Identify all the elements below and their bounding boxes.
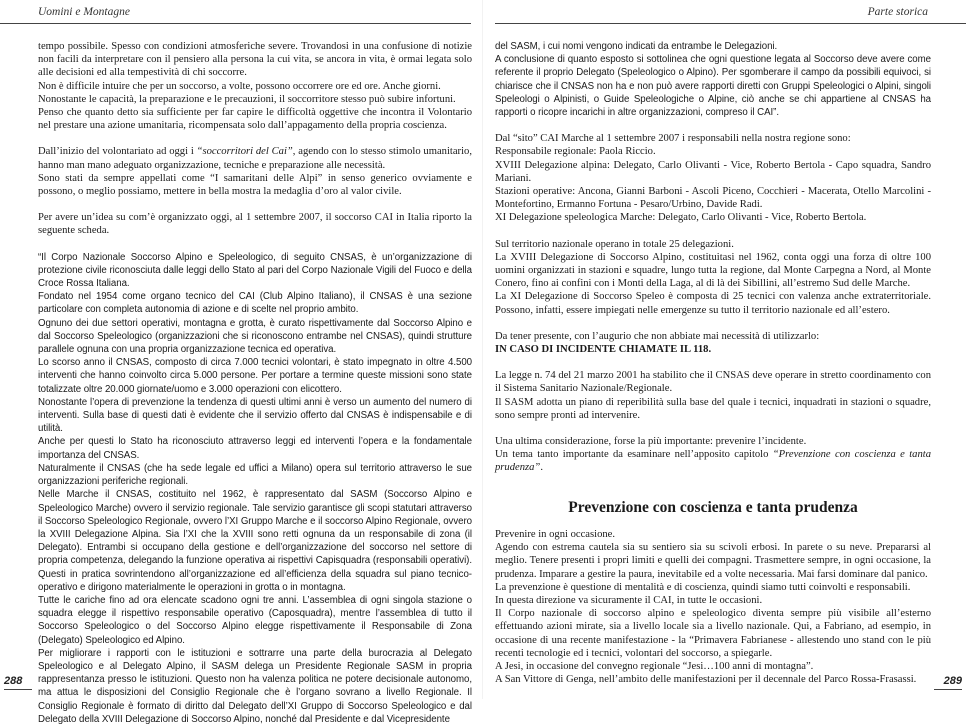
left-page (0, 0, 483, 725)
text-run: . (540, 462, 543, 474)
paragraph: tempo possibile. Spesso con condizioni atmosferiche severe. Trovandosi in una confusione di notizie non facili da interpretare con il pensiero alla persona la cui vita, se ancora in vita, è ormai legata solo alle decisioni ed alla tempestività di chi soccorre. (38, 41, 472, 79)
text-run: Un tema tanto importante da esaminare nell’apposito capitolo (495, 449, 773, 461)
paragraph: Non è difficile intuire che per un soccorso, a volte, possono occorrere ore ed ore. Anche giorni. (38, 80, 441, 92)
intro-section (38, 40, 472, 251)
scheda-quote (38, 251, 472, 726)
scheda-paragraph: Per migliorare i rapporti con le istituzioni e sottrarre una parte della burocrazia al Delegato Speleologico e al Delegato Alpino, il SASM delega un Presidente Regionale SASM in propria rappresentanza presso le istituzioni. Questo non ha valenza politica ne potere decisionale autonomo, ma attua le disposizioni del Consiglio Regionale che è l’organo sovrano a livello Regionale. Il Consiglio Regionale è formato di diritto dal Delegato dell’XI Gruppo di Soccorso Speleologico e dal Delegato della XVIII Delegazione di Soccorso Alpino, nonché dal Presidente e dal Vicepresidente (38, 647, 472, 725)
right-serif-section (495, 119, 931, 686)
tema-paragraph (495, 448, 931, 474)
text-run: Dall’inizio del volontariato ad oggi i (38, 146, 197, 158)
scheda-paragraph: Ognuno dei due settori operativi, montagna e grotta, è curato rispettivamente dal Soccorso Alpino e dal Soccorso Speleologico (organizzazioni che si riconoscono entrambe nel CNSAS), quindi strutture parallele ognuna con una propria organizzazione tecnica ed operativa. (38, 317, 472, 356)
right-page-body (495, 40, 931, 686)
page-number-right: 289 (934, 675, 962, 690)
page-number-left: 288 (4, 675, 32, 690)
running-head-right: Parte storica (867, 6, 928, 18)
right-page (483, 0, 966, 699)
scheda-intro: Per avere un’idea su com’è organizzato oggi, al 1 settembre 2007, il soccorso CAI in Italia riporto la seguente scheda. (38, 212, 472, 237)
paragraph: A San Vittore di Genga, nell’ambito delle manifestazioni per il decennale del Parco Rossa-Frasassi. (495, 674, 917, 686)
paragraph: Sul territorio nazionale operano in totale 25 delegazioni. (495, 238, 734, 250)
running-head-left: Uomini e Montagne (38, 6, 130, 18)
scheda-paragraph: Nonostante l’opera di prevenzione la tendenza di questi ultimi anni è verso un aumento del numero di interventi. Sulla base di questi dati è evidente che il servizio offerto dal CNSAS è indispensabile e di utilità. (38, 396, 472, 435)
scheda-paragraph: “Il Corpo Nazionale Soccorso Alpino e Speleologico, di seguito CNSAS, è un’organizzazione di protezione civile riconosciuta dalle leggi dello Stato al pari del Corpo Nazionale Vigili del Fuoco e della Croce Rossa Italiana. (38, 251, 472, 290)
paragraph: Penso che quanto detto sia sufficiente per far capire le difficoltà oggettive che incontra il Volontario nel prestare una azione umanitaria, ricompensata solo dall’appagamento della propria coscienza. (38, 107, 472, 132)
left-page-body (38, 40, 472, 726)
scheda-paragraph: del SASM, i cui nomi vengono indicati da entrambe le Delegazioni. (495, 41, 778, 52)
header-rule-right (495, 23, 966, 24)
emergency-call: IN CASO DI INCIDENTE CHIAMATE IL 118. (495, 344, 712, 356)
paragraph: La XVIII Delegazione di Soccorso Alpino, costituitasi nel 1962, conta oggi una forza di oltre 100 uomini organizzati in stazioni e squadre, lungo tutta la regione, dal Monte Carpegna a Nord, al Monte Conero, fino ai confini con i Monti della Laga, al di là dei Sibillini, all’estremo Sud delle Marche. (495, 251, 931, 290)
paragraph: Il SASM adotta un piano di reperibilità sulla base del quale i tecnici, inquadrati in stazioni o squadre, sono sempre pronti ad intervenire. (495, 396, 931, 421)
paragraph: Nonostante le capacità, la preparazione e le precauzioni, il soccorritore stesso può subire infortuni. (38, 93, 456, 105)
responsabili-line: XVIII Delegazione alpina: Delegato, Carlo Olivanti - Vice, Roberto Bertola - Capo squadra, Sandro Mariani. (495, 159, 931, 184)
header-rule-left (0, 23, 471, 24)
paragraph: Una ultima considerazione, forse la più importante: prevenire l’incidente. (495, 436, 807, 448)
responsabili-line: Responsabile regionale: Paola Riccio. (495, 146, 656, 158)
paragraph: Il Corpo nazionale di soccorso alpino e speleologico diventa sempre più visibile all’esterno effettuando azioni mirate, sia a livello locale sia a livello nazionale. Qui, a Fabriano, ad esempio, in occasione di una recente manifestazione - la “Primavera Fabrianese - allestendo uno stand con le più recenti tecnologie ed i tecnici, volontari del soccorso, a spiegarle. (495, 608, 931, 659)
responsabili-line: XI Delegazione speleologica Marche: Delegato, Carlo Olivanti - Vice, Roberto Bertola. (495, 212, 867, 224)
scheda-paragraph: Fondato nel 1954 come organo tecnico del CAI (Club Alpino Italiano), il CNSAS è una sezione particolare con completa autonomia di azione e di scelte nel proprio ambito. (38, 291, 472, 316)
scheda-paragraph: A conclusione di quanto esposto si sottolinea che ogni questione legata al Soccorso deve avere come referente il proprio Delegato (Speleologico o Alpino). Per sgomberare il campo da possibili equivoci, si chiarisce che il CNSAS non ha e non può avere rapporti diretti con Gruppi Speleologici o Alpini, singoli Speleologi o Alpinisti, o Guide Speleologiche o Alpine, ciò anche se chi appartiene al CNSAS ha rapporti o ricopre incarichi in altre organizzazioni, compreso il CAI”. (495, 54, 931, 119)
text-run: , agendo con lo stesso stimolo umanitario, hanno man mano adeguato organizzazione, tecniche e preparazione alle necessità. (38, 146, 472, 171)
paragraph: Prevenire in ogni occasione. (495, 528, 616, 540)
paragraph: La legge n. 74 del 21 marzo 2001 ha stabilito che il CNSAS deve operare in stretto coordinamento con il Sistema Sanitario Nazionale/Regionale. (495, 370, 931, 395)
responsabili-line: Dal “sito” CAI Marche al 1 settembre 2007 i responsabili nella nostra regione sono: (495, 133, 851, 145)
italic-quote: “Prevenzione con coscienza e tanta prudenza” (495, 449, 931, 474)
paragraph: A Jesi, in occasione del convegno regionale “Jesi…100 anni di montagna”. (495, 660, 814, 672)
scheda-paragraph: Nelle Marche il CNSAS, costituito nel 1962, è rappresentato dal SASM (Soccorso Alpino e Speleologico Marche) ovvero il servizio regionale. Tale servizio garantisce gli scopi statutari attraverso il Soccorso Speleologico Regionale, ovvero l’XI Gruppo Marche e il soccorso Alpino Regionale, ovvero la XVIII Delegazione Alpina. Sia l’XI che la XVIII sono retti ognuna da un responsabile di zona (il Delegato). Entrambi si occupano della gestione e dell’organizzazione del soccorso nel settore di propria competenza, delegando la funzione operativa ai rispettivi Capisquadra (responsabili operativi). Questi in pratica sovrintendono all’organizzazione ed all’efficienza della squadra sul piano tecnico-operativo e dirigono materialmente le operazioni in grotta o in montagna. (38, 489, 472, 593)
paragraph: La prevenzione è questione di mentalità e di coscienza, quindi siamo tutti coinvolti e responsabili. (495, 581, 911, 593)
scheda-paragraph: Anche per questi lo Stato ha riconosciuto attraverso leggi ed interventi l’opera e la fondamentale importanza del CNSAS. (38, 436, 472, 461)
paragraph: In questa direzione va sicuramente il CAI, in tutte le occasioni. (495, 594, 763, 606)
paragraph: Agendo con estrema cautela sia su sentiero sia su scivoli erbosi. In parete o su neve. Prepararsi al meglio. Tenere presenti i propri limiti e quelli dei compagni. Trasmettere sempre, in ogni occasione, la prudenza. Imparare a gestire la paura, inevitabile ed a volte necessaria. Mai farsi dominare dal panico. (495, 542, 931, 580)
paragraph: Sono stati da sempre appellati come “I samaritani delle Alpi” in senso generico ovviamente e possono, o meglio possiamo, mettere in bella mostra la medaglia d’oro al valor civile. (38, 172, 472, 198)
emergency-intro: Da tener presente, con l’augurio che non abbiate mai necessità di utilizzarlo: (495, 330, 820, 342)
italic-quote: “soccorritori del Cai” (196, 146, 293, 158)
paragraph: La XI Delegazione di Soccorso Speleo è composta di 25 tecnici con valenza anche extraterritoriale. Possono, infatti, essere impiegati nelle emergenze su tutto il territorio nazionale ed all’estero. (495, 291, 931, 316)
volunteer-paragraph (38, 145, 472, 171)
responsabili-line: Stazioni operative: Ancona, Gianni Barboni - Ascoli Piceno, Cocchieri - Macerata, Otello Marcolini - Montefortino, Ermanno Fortuna - Pesaro/Urbino, Davide Radi. (495, 186, 931, 211)
section-title: Prevenzione con coscienza e tanta prudenza (568, 498, 858, 516)
scheda-paragraph: Naturalmente il CNSAS (che ha sede legale ed uffici a Milano) opera sul territorio attraverso le sue organizzazioni periferiche regionali. (38, 462, 472, 488)
scheda-continuation (495, 40, 931, 119)
scheda-paragraph: Tutte le cariche fino ad ora elencate scadono ogni tre anni. L’assemblea di ogni singola stazione o squadra elegge il rispettivo responsabile operativo (Caposquadra), mentre l’assemblea di tutto il Soccorso Speleologico o del Soccorso Alpino elegge rispettivamente il Responsabile di Zona (Delegato) Speleologico ed Alpino. (38, 594, 472, 646)
scheda-paragraph: Lo scorso anno il CNSAS, composto di circa 7.000 tecnici volontari, è stato impegnato in oltre 4.500 interventi che hanno coinvolto circa 5.000 persone. Per portare a termine queste missioni sono state totalizzate oltre 20.000 giornate/uomo e 3.000 operazioni con elicottero. (38, 357, 472, 395)
